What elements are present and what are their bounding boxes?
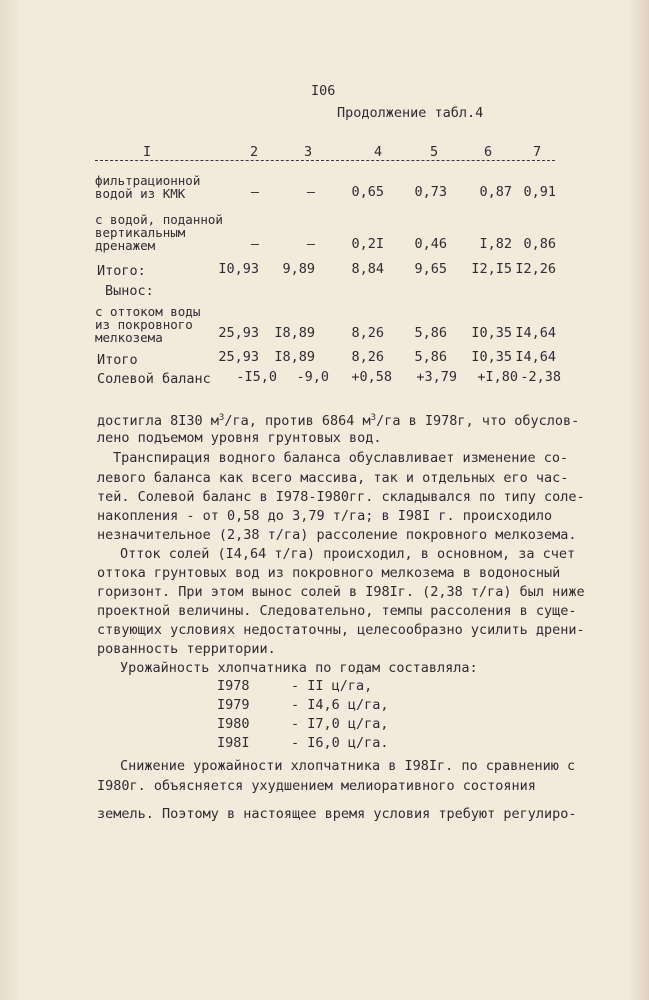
column-header-2: 2 <box>250 144 259 160</box>
table-cell: 0,73 <box>414 184 447 200</box>
table-cell: 25,93 <box>218 325 259 341</box>
yield-intro: Урожайность хлопчатника по годам составляла: <box>120 660 478 676</box>
paragraph-line: Транспирация водного баланса обуславливает изменение со- <box>113 450 569 466</box>
paragraph-line: I980г. объясняется ухудшением мелиоративного состояния <box>97 778 536 794</box>
yield-value: - I7,0 ц/га, <box>291 716 389 732</box>
table-cell: I8,89 <box>274 349 315 365</box>
table-cell: 8,26 <box>351 349 384 365</box>
paragraph-line: Снижение урожайности хлопчатника в I98Iг. по сравнению с <box>120 758 576 774</box>
yield-value: - I6,0 ц/га. <box>291 735 389 751</box>
table-cell: 8,84 <box>351 261 384 277</box>
table-cell: I2,26 <box>515 261 556 277</box>
row-label-line: Итого <box>97 352 138 368</box>
paragraph-line: ствующих условиях недостаточны, целесообразно усилить дрени- <box>97 622 585 638</box>
paragraph-line: тей. Солевой баланс в I978-I980гг. складывался по типу соле- <box>97 489 585 505</box>
paragraph-line: горизонт. При этом вынос солей в I98Iг. (2,38 т/га) был ниже <box>97 584 585 600</box>
table-cell: 25,93 <box>218 349 259 365</box>
table-cell: 0,86 <box>523 236 556 252</box>
table-cell: 5,86 <box>414 349 447 365</box>
yield-year: I98I <box>217 735 250 751</box>
table-cell: I4,64 <box>515 325 556 341</box>
column-header-3: 3 <box>304 144 313 160</box>
paragraph-line: оттока грунтовых вод из покровного мелкозема в водоносный <box>97 565 561 581</box>
table-cell: 9,65 <box>414 261 447 277</box>
column-header-6: 6 <box>484 144 493 160</box>
table-cell: I0,35 <box>471 349 512 365</box>
paragraph-line: накопления - от 0,58 до 3,79 т/га; в I98I г. происходило <box>97 508 553 524</box>
paragraph-line: Отток солей (I4,64 т/га) происходил, в основном, за счет <box>120 546 576 562</box>
column-header-7: 7 <box>533 144 542 160</box>
paragraph-line: левого баланса как всего массива, так и отдельных его час- <box>97 470 569 486</box>
table-cell: – <box>306 236 315 252</box>
table-cell: – <box>250 184 259 200</box>
row-label-line: Вынос: <box>105 283 154 299</box>
table-cell: 0,65 <box>351 184 384 200</box>
table-cell: 0,87 <box>479 184 512 200</box>
row-label-line: вертикальным <box>95 225 186 240</box>
table-cell: 0,91 <box>523 184 556 200</box>
table-cell: +3,79 <box>416 369 457 385</box>
table-caption: Продолжение табл.4 <box>337 105 484 121</box>
table-cell: I0,35 <box>471 325 512 341</box>
paragraph-line: лено подъемом уровня грунтовых вод. <box>97 430 382 446</box>
column-header-1: I <box>143 144 152 160</box>
table-cell: 5,86 <box>414 325 447 341</box>
paragraph-line: незначительное (2,38 т/га) рассоление покровного мелкозема. <box>97 527 577 543</box>
table-cell: +0,58 <box>351 369 392 385</box>
yield-year: I978 <box>217 678 250 694</box>
table-cell: I2,I5 <box>471 261 512 277</box>
row-label-line: Итого: <box>97 263 146 279</box>
table-cell: – <box>306 184 315 200</box>
yield-year: I980 <box>217 716 250 732</box>
table-cell: 0,46 <box>414 236 447 252</box>
paragraph-line: рованность территории. <box>97 641 276 657</box>
yield-value: - II ц/га, <box>291 678 373 694</box>
table-cell: -2,38 <box>520 369 561 385</box>
page-number: I06 <box>311 83 336 99</box>
row-label-line: водой из КМК <box>95 186 186 201</box>
paragraph-line: проектной величины. Следовательно, темпы рассоления в суще- <box>97 603 577 619</box>
row-label-line: с водой, поданной <box>95 212 223 227</box>
table-cell: I8,89 <box>274 325 315 341</box>
column-header-5: 5 <box>430 144 439 160</box>
table-header-rule <box>95 160 555 161</box>
yield-year: I979 <box>217 697 250 713</box>
row-label-line: дренажем <box>95 238 156 253</box>
paragraph-line: земель. Поэтому в настоящее время условия требуют регулиро- <box>97 806 577 822</box>
paragraph-line: достигла 8I30 $м^3/га$, против 6864 $м^3/га$ в I978г, что обуслов- <box>97 413 580 429</box>
table-cell: 9,89 <box>282 261 315 277</box>
table-cell: -I5,0 <box>236 369 277 385</box>
table-cell: I,82 <box>479 236 512 252</box>
row-label-line: из покровного <box>95 317 193 332</box>
table-cell: – <box>250 236 259 252</box>
row-label-line: с оттоком воды <box>95 304 201 319</box>
yield-value: - I4,6 ц/га, <box>291 697 389 713</box>
row-label-line: мелкозема <box>95 330 163 345</box>
table-cell: -9,0 <box>296 369 329 385</box>
table-cell: 8,26 <box>351 325 384 341</box>
table-cell: +I,80 <box>477 369 518 385</box>
table-cell: I0,93 <box>218 261 259 277</box>
page-shadow-left <box>0 0 20 1000</box>
row-label-line: фильтрационной <box>95 173 201 188</box>
table-cell: 0,2I <box>351 236 384 252</box>
row-label-line: Солевой баланс <box>97 371 211 387</box>
table-cell: I4,64 <box>515 349 556 365</box>
column-header-4: 4 <box>374 144 383 160</box>
page-shadow-right <box>629 0 649 1000</box>
